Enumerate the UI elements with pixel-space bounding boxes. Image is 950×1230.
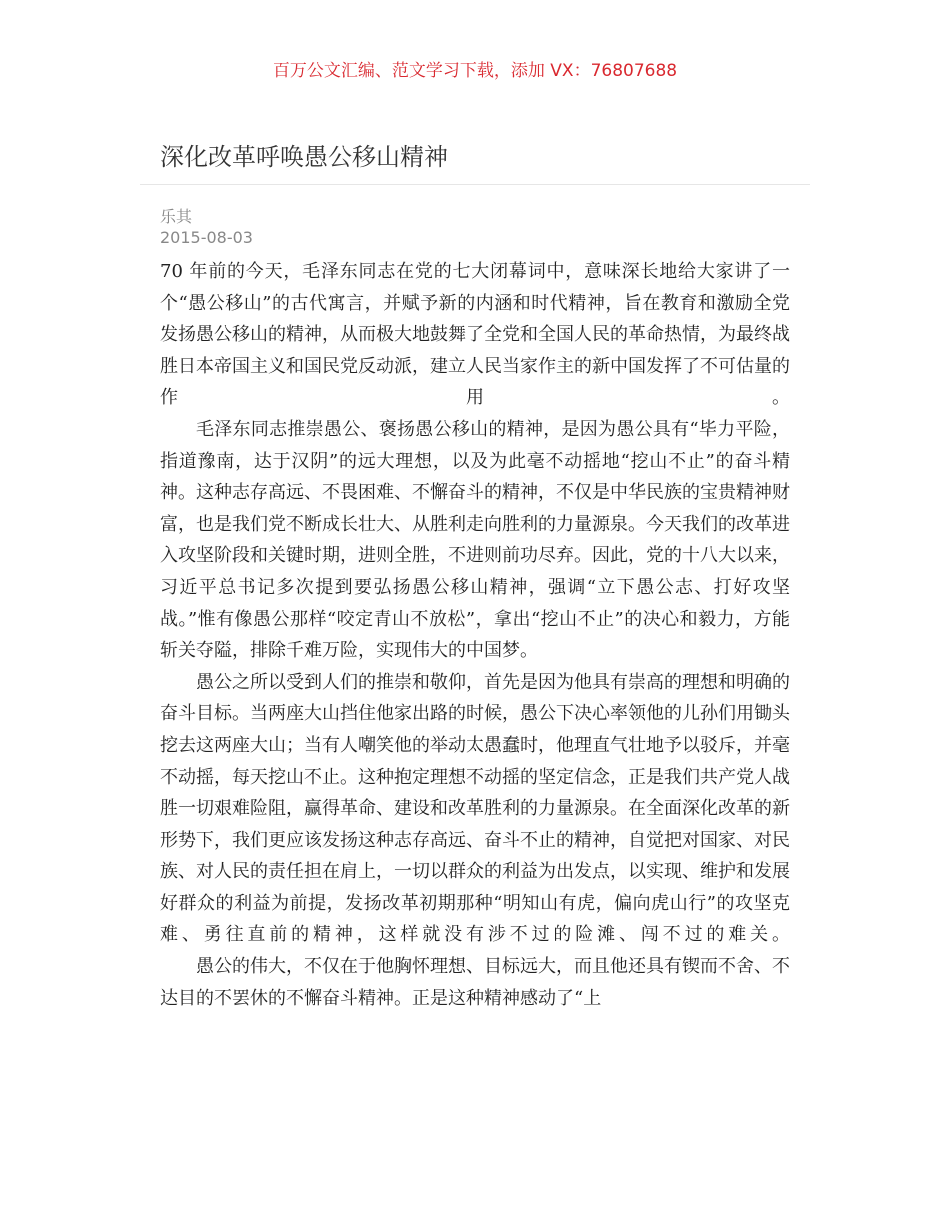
title-divider <box>140 184 810 185</box>
article-paragraph: 毛泽东同志推崇愚公、褒扬愚公移山的精神，是因为愚公具有“毕力平险，指道豫南，达于汉阴”的远大理想，以及为此毫不动摇地“挖山不止”的奋斗精神。这种志存高远、不畏困难、不懈奋斗的精神，不仅是中华民族的宝贵精神财富，也是我们党不断成长壮大、从胜利走向胜利的力量源泉。今天我们的改革进入攻坚阶段和关键时期，进则全胜，不进则前功尽弃。因此，党的十八大以来，习近平总书记多次提到要弘扬愚公移山精神，强调“立下愚公志、打好攻坚战。”惟有像愚公那样“咬定青山不放松”，拿出“挖山不止”的决心和毅力，方能斩关夺隘，排除千难万险，实现伟大的中国梦。 <box>160 418 790 662</box>
article-paragraph: 愚公的伟大，不仅在于他胸怀理想、目标远大，而且他还具有锲而不舍、不达目的不罢休的不懈奋斗精神。正是这种精神感动了“上 <box>160 956 790 1009</box>
article-paragraph: 70 年前的今天，毛泽东同志在党的七大闭幕词中，意味深长地给大家讲了一个“愚公移山”的古代寓言，并赋予新的内涵和时代精神，旨在教育和激励全党发扬愚公移山的精神，从而极大地鼓舞了全党和全国人民的革命热情，为最终战胜日本帝国主义和国民党反动派，建立人民当家作主的新中国发挥了不可估量的作用。 <box>160 261 790 409</box>
article-body <box>160 256 790 1014</box>
publish-date: 2015-08-03 <box>160 228 253 247</box>
page-title: 深化改革呼唤愚公移山精神 <box>160 143 448 171</box>
author-name: 乐其 <box>160 207 193 226</box>
watermark-banner: 百万公文汇编、范文学习下载，添加 VX：76807688 <box>272 61 678 81</box>
article-paragraph: 愚公之所以受到人们的推崇和敬仰，首先是因为他具有崇高的理想和明确的奋斗目标。当两座大山挡住他家出路的时候，愚公下决心率领他的儿孙们用锄头挖去这两座大山；当有人嘲笑他的举动太愚蠢时，他理直气壮地予以驳斥，并毫不动摇，每天挖山不止。这种抱定理想不动摇的坚定信念，正是我们共产党人战胜一切艰难险阻，赢得革命、建设和改革胜利的力量源泉。在全面深化改革的新形势下，我们更应该发扬这种志存高远、奋斗不止的精神，自觉把对国家、对民族、对人民的责任担在肩上，一切以群众的利益为出发点，以实现、维护和发展好群众的利益为前提，发扬改革初期那种“明知山有虎，偏向虎山行”的攻坚克难、勇往直前的精神，这样就没有涉不过的险滩、闯不过的难关。 <box>160 671 790 946</box>
